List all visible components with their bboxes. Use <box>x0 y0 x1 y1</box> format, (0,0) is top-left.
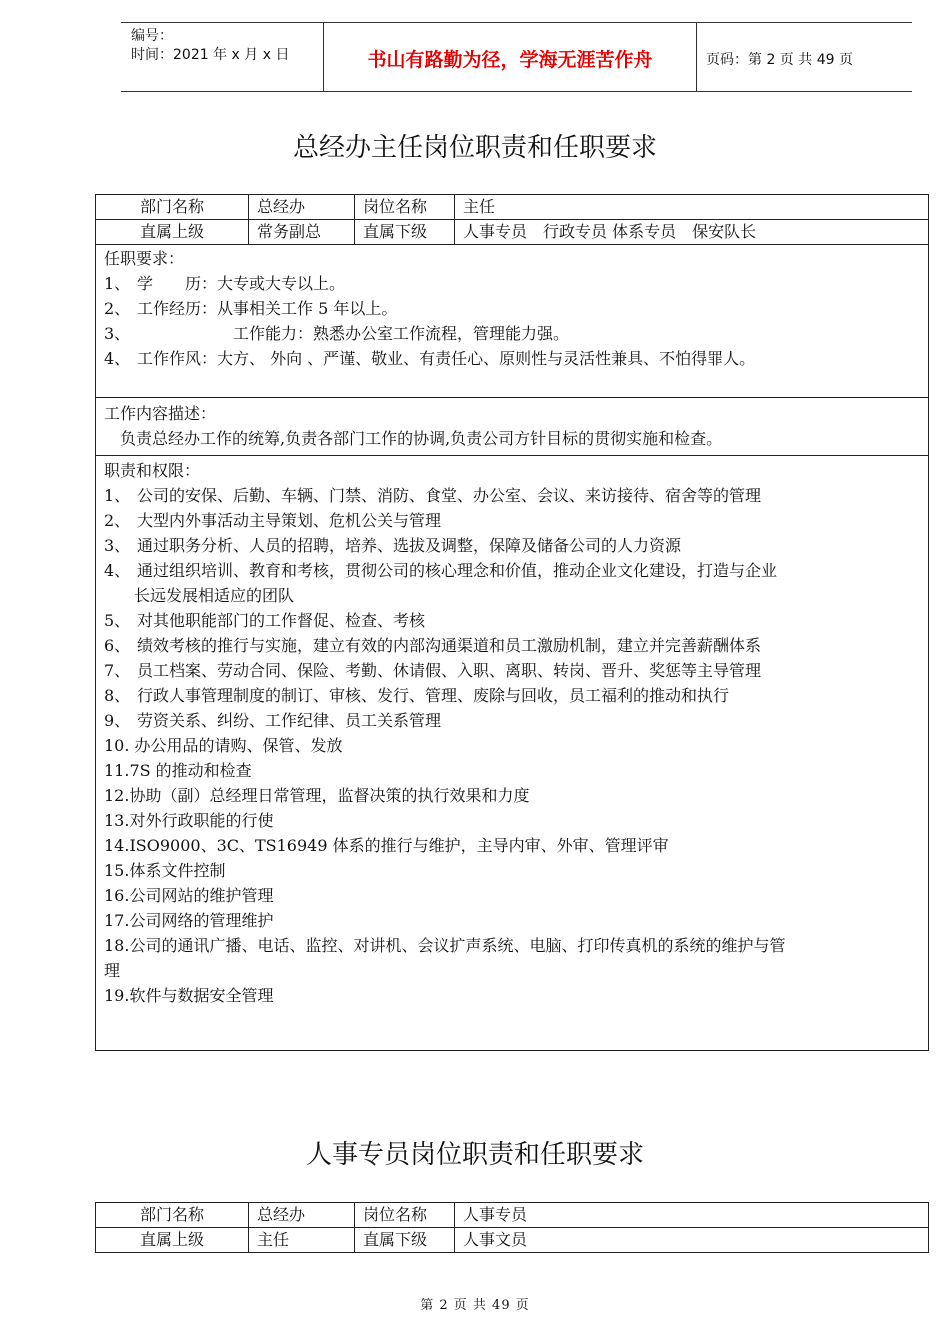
list-item: 8、 行政人事管理制度的制订、审核、发行、管理、废除与回收，员工福利的推动和执行 <box>104 686 730 705</box>
list-item: 19.软件与数据安全管理 <box>104 986 274 1005</box>
list-item: 3、 工作能力：熟悉办公室工作流程，管理能力强。 <box>104 324 570 343</box>
position-info-table <box>95 194 929 245</box>
list-item: 6、 绩效考核的推行与实施，建立有效的内部沟通渠道和员工激励机制，建立并完善薪酬体系 <box>104 636 762 655</box>
page-header <box>121 22 912 92</box>
page-footer: 第 2 页 共 49 页 <box>420 1298 530 1313</box>
subordinate-value: 人事专员 行政专员 体系专员 保安队长 <box>455 220 929 245</box>
list-item: 10. 办公用品的请购、保管、发放 <box>104 736 343 755</box>
list-item: 9、 劳资关系、纠纷、工作纪律、员工关系管理 <box>104 711 442 730</box>
list-item: 16.公司网站的维护管理 <box>104 886 274 905</box>
requirements-heading: 任职要求： <box>104 249 185 268</box>
dept-value: 总经办 <box>249 1203 355 1228</box>
description-section <box>95 398 929 456</box>
list-item: 1、 学 历：大专或大专以上。 <box>104 274 346 293</box>
list-item: 15.体系文件控制 <box>104 861 226 880</box>
list-item-continuation: 长远发展相适应的团队 <box>134 586 295 605</box>
superior-label: 直属上级 <box>96 220 249 245</box>
post-label: 岗位名称 <box>355 195 455 220</box>
requirements-section <box>95 244 929 398</box>
dept-value: 总经办 <box>249 195 355 220</box>
header-divider <box>696 23 697 91</box>
superior-label: 直属上级 <box>96 1228 249 1253</box>
subordinate-label: 直属下级 <box>355 1228 455 1253</box>
doc-number-label: 编号： <box>131 28 173 44</box>
superior-value: 常务副总 <box>249 220 355 245</box>
list-item: 7、 员工档案、劳动合同、保险、考勤、休请假、入职、离职、转岗、晋升、奖惩等主导管理 <box>104 661 762 680</box>
post-label: 岗位名称 <box>355 1203 455 1228</box>
subordinate-value: 人事文员 <box>455 1228 929 1253</box>
header-motto: 书山有路勤为径，学海无涯苦作舟 <box>367 49 653 71</box>
table-row <box>96 220 929 245</box>
list-item: 4、 工作作风：大方、 外向 、严谨、敬业、有责任心、原则性与灵活性兼具、不怕得罪人。 <box>104 349 756 368</box>
post-value: 主任 <box>455 195 929 220</box>
header-page-label: 页码：第 2 页 共 49 页 <box>706 52 853 68</box>
list-item: 5、 对其他职能部门的工作督促、检查、考核 <box>104 611 426 630</box>
list-item: 12.协助（副）总经理日常管理，监督决策的执行效果和力度 <box>104 786 530 805</box>
list-item: 1、 公司的安保、后勤、车辆、门禁、消防、食堂、办公室、会议、来访接待、宿舍等的管理 <box>104 486 762 505</box>
list-item: 18.公司的通讯广播、电话、监控、对讲机、会议扩声系统、电脑、打印传真机的系统的维护与管 <box>104 936 786 955</box>
description-text: 负责总经办工作的统筹,负责各部门工作的协调,负责公司方针目标的贯彻实施和检查。 <box>120 429 723 448</box>
superior-value: 主任 <box>249 1228 355 1253</box>
list-item: 17.公司网络的管理维护 <box>104 911 274 930</box>
list-item-continuation: 理 <box>104 961 121 980</box>
list-item: 13.对外行政职能的行使 <box>104 811 274 830</box>
header-meta <box>131 27 289 65</box>
list-item: 4、 通过组织培训、教育和考核，贯彻公司的核心理念和价值，推动企业文化建设，打造与企业 <box>104 561 778 580</box>
dept-label: 部门名称 <box>96 195 249 220</box>
description-heading: 工作内容描述： <box>104 404 217 423</box>
duties-section <box>95 456 929 1051</box>
section-title: 总经办主任岗位职责和任职要求 <box>292 133 657 163</box>
list-item: 3、 通过职务分析、人员的招聘，培养、选拔及调整，保障及储备公司的人力资源 <box>104 536 682 555</box>
duties-heading: 职责和权限： <box>104 461 201 480</box>
table-row <box>96 1203 929 1228</box>
subordinate-label: 直属下级 <box>355 220 455 245</box>
section-title: 人事专员岗位职责和任职要求 <box>305 1140 644 1170</box>
list-item: 2、 工作经历：从事相关工作 5 年以上。 <box>104 299 398 318</box>
post-value: 人事专员 <box>455 1203 929 1228</box>
dept-label: 部门名称 <box>96 1203 249 1228</box>
position-info-table <box>95 1202 929 1253</box>
list-item: 2、 大型内外事活动主导策划、危机公关与管理 <box>104 511 442 530</box>
time-label: 时间：2021 年 x 月 x 日 <box>131 47 290 63</box>
table-row <box>96 1228 929 1253</box>
list-item: 14.ISO9000、3C、TS16949 体系的推行与维护，主导内审、外审、管理评审 <box>104 836 669 855</box>
list-item: 11.7S 的推动和检查 <box>104 761 252 780</box>
table-row <box>96 195 929 220</box>
